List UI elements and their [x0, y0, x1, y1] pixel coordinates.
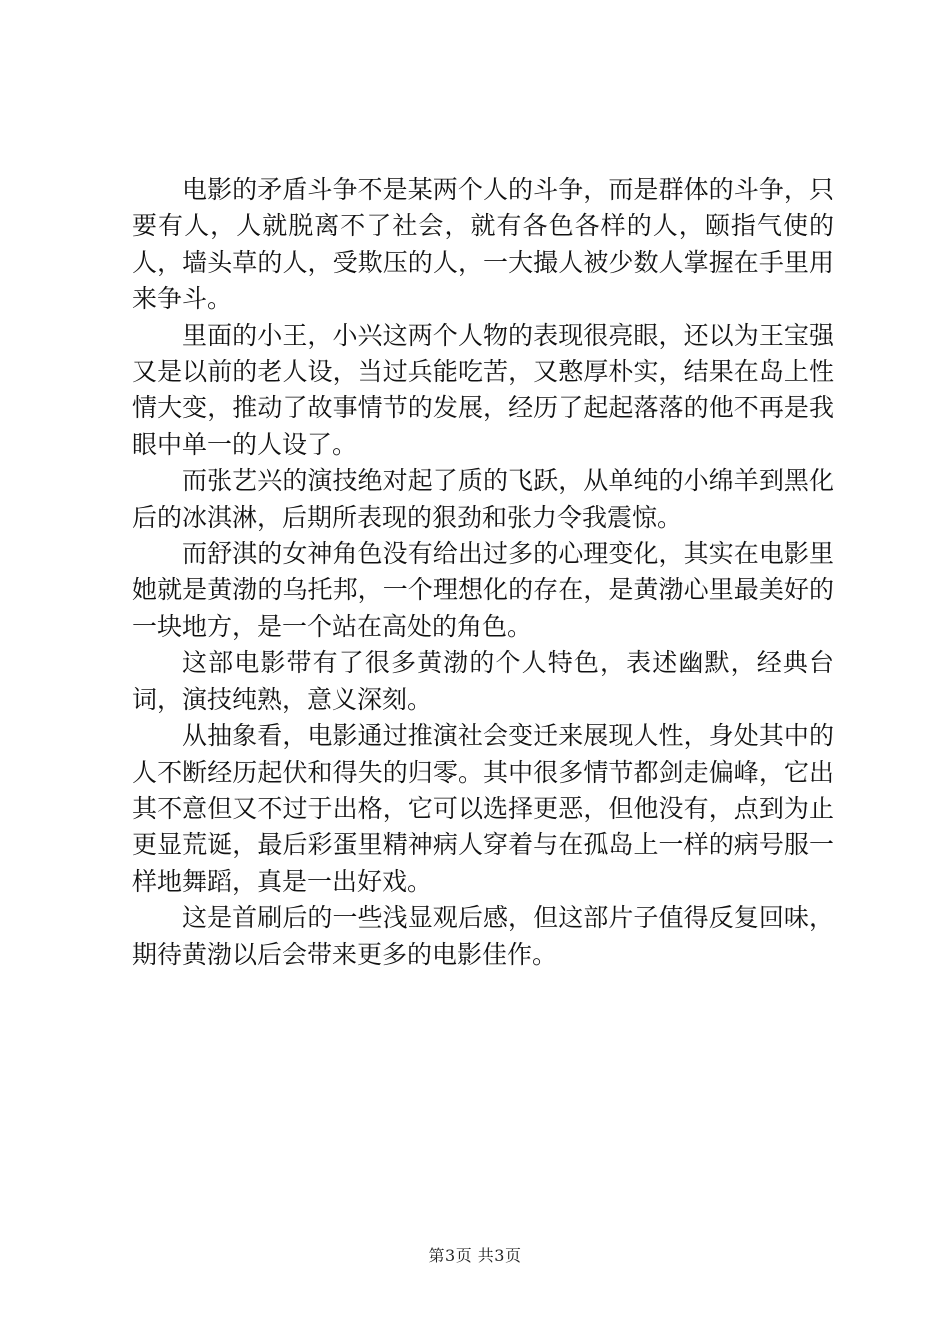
- page-number-footer: 第3页 共3页: [428, 1246, 522, 1265]
- document-body: [132, 172, 834, 973]
- paragraph: 而张艺兴的演技绝对起了质的飞跃，从单纯的小绵羊到黑化后的冰淇淋，后期所表现的狠劲和张力令我震惊。: [132, 466, 834, 532]
- paragraph: 这是首刷后的一些浅显观后感，但这部片子值得反复回味，期待黄渤以后会带来更多的电影佳作。: [132, 903, 834, 969]
- paragraph: 而舒淇的女神角色没有给出过多的心理变化，其实在电影里她就是黄渤的乌托邦，一个理想化的存在，是黄渤心里最美好的一块地方，是一个站在高处的角色。: [132, 539, 834, 641]
- paragraph: 里面的小王，小兴这两个人物的表现很亮眼，还以为王宝强又是以前的老人设，当过兵能吃苦，又憨厚朴实，结果在岛上性情大变，推动了故事情节的发展，经历了起起落落的他不再是我眼中单一的人设了。: [132, 320, 834, 459]
- paragraph: 从抽象看，电影通过推演社会变迁来展现人性，身处其中的人不断经历起伏和得失的归零。其中很多情节都剑走偏峰，它出其不意但又不过于出格，它可以选择更恶，但他没有，点到为止更显荒诞，最后彩蛋里精神病人穿着与在孤岛上一样的病号服一样地舞蹈，真是一出好戏。: [132, 721, 834, 896]
- paragraph: 这部电影带有了很多黄渤的个人特色，表述幽默，经典台词，演技纯熟，意义深刻。: [132, 648, 834, 714]
- paragraph: 电影的矛盾斗争不是某两个人的斗争，而是群体的斗争，只要有人，人就脱离不了社会，就有各色各样的人，颐指气使的人，墙头草的人，受欺压的人，一大撮人被少数人掌握在手里用来争斗。: [132, 175, 834, 314]
